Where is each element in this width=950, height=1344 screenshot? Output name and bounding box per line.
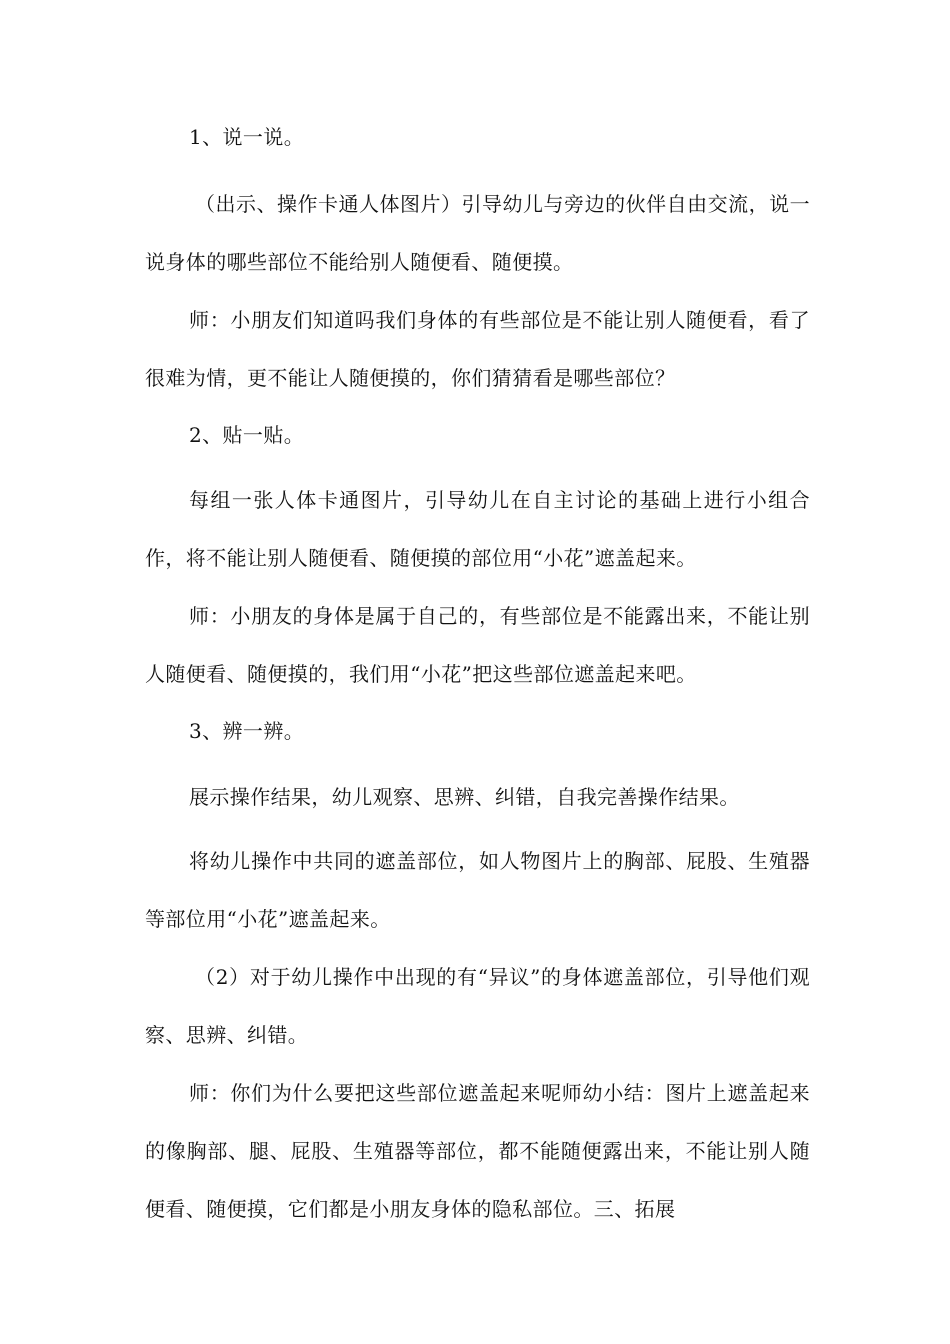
paragraph-common-parts: 将幼儿操作中共同的遮盖部位，如人物图片上的胸部、屁股、生殖器等部位用“小花”遮盖起来。 bbox=[145, 849, 810, 931]
paragraph-show-results: 展示操作结果，幼儿观察、思辨、纠错，自我完善操作结果。 bbox=[189, 785, 740, 809]
paragraph-teacher-question: 师：小朋友们知道吗我们身体的有些部位是不能让别人随便看，看了很难为情，更不能让人随便摸的，你们猜猜看是哪些部位？ bbox=[145, 308, 810, 390]
paragraph-group-work: 每组一张人体卡通图片，引导幼儿在自主讨论的基础上进行小组合作，将不能让别人随便看、随便摸的部位用“小花”遮盖起来。 bbox=[145, 488, 810, 570]
paragraph-summary: 师：你们为什么要把这些部位遮盖起来呢师幼小结：图片上遮盖起来的像胸部、腿、屁股、生殖器等部位，都不能随便露出来，不能让别人随便看、随便摸，它们都是小朋友身体的隐私部位。三、拓展 bbox=[145, 1081, 810, 1221]
step-heading-paste: 2、贴一贴。 bbox=[189, 423, 305, 447]
step-heading-distinguish: 3、辨一辨。 bbox=[189, 719, 305, 743]
step-heading-talk: 1、说一说。 bbox=[189, 125, 305, 149]
paragraph-show-cards: （出示、操作卡通人体图片）引导幼儿与旁边的伙伴自由交流，说一说身体的哪些部位不能给别人随便看、随便摸。 bbox=[145, 192, 810, 274]
paragraph-disputed-parts: （2）对于幼儿操作中出现的有“异议”的身体遮盖部位，引导他们观察、思辨、纠错。 bbox=[145, 965, 810, 1047]
paragraph-teacher-explain: 师：小朋友的身体是属于自己的，有些部位是不能露出来，不能让别人随便看、随便摸的，我们用“小花”把这些部位遮盖起来吧。 bbox=[145, 604, 810, 686]
